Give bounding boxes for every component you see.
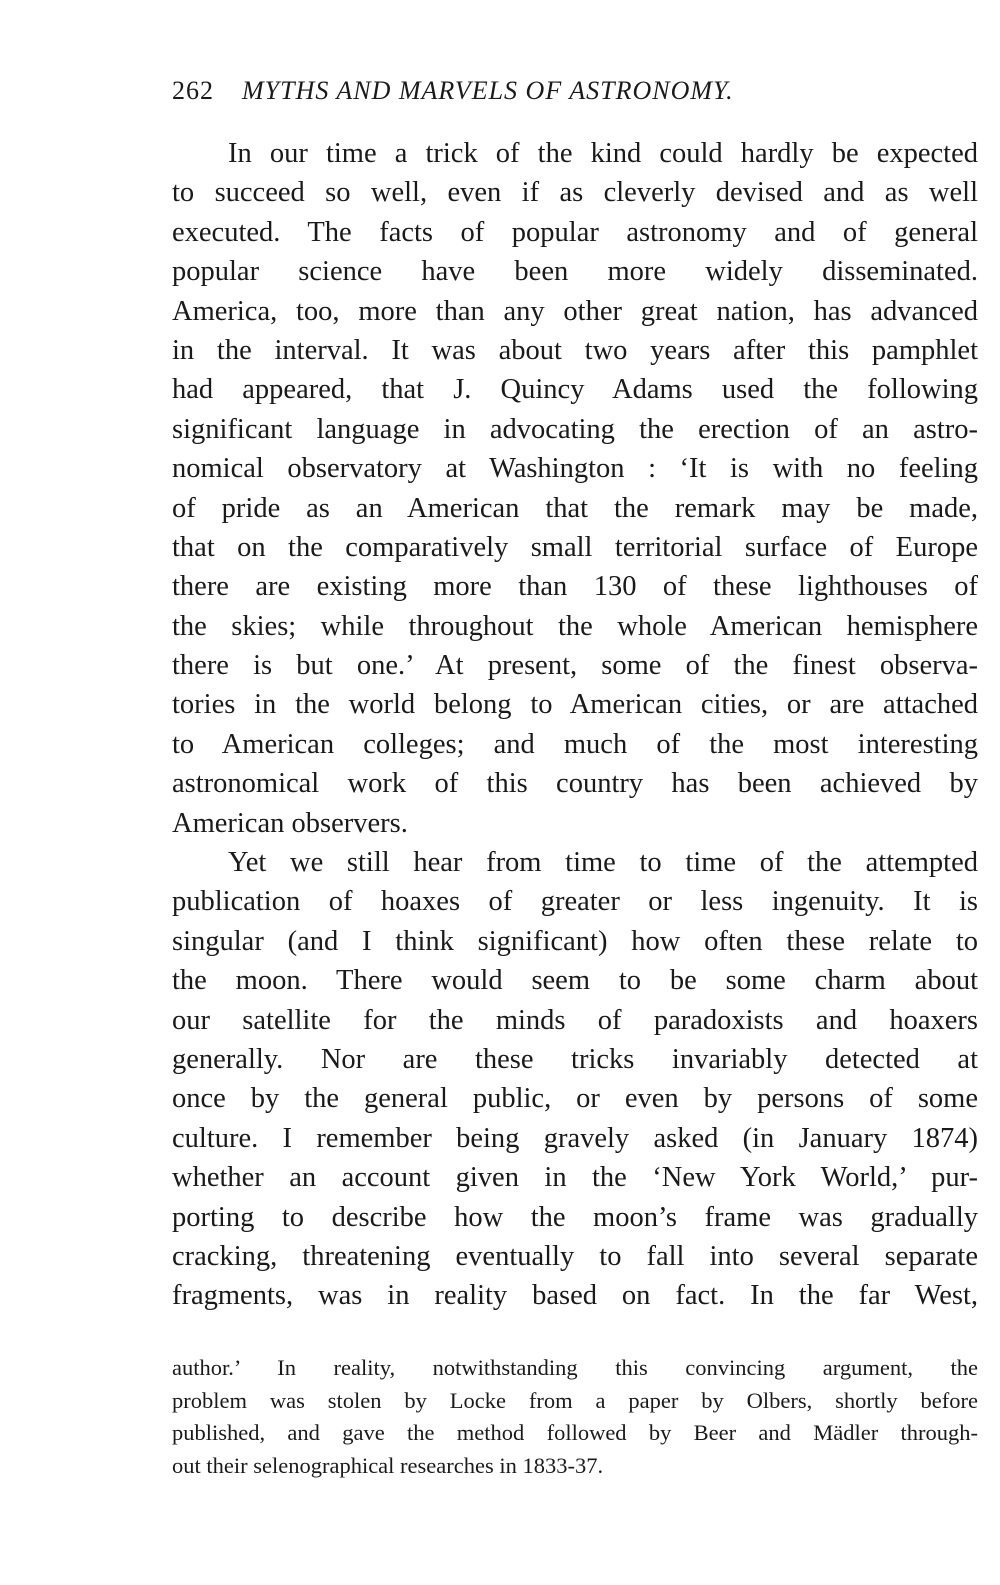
running-header: [172, 76, 982, 106]
running-title: MYTHS AND MARVELS OF ASTRONOMY.: [242, 76, 734, 105]
text-line: American observers.: [172, 807, 408, 839]
text-line: culture. I remember being gravely asked (in January 1874): [172, 1122, 978, 1154]
text-line: popular science have been more widely disseminated.: [172, 256, 978, 288]
text-line: in the interval. It was about two years after this pamphlet: [172, 334, 978, 366]
text-line: that on the comparatively small territorial surface of Europe: [172, 531, 978, 563]
footnote-line: problem was stolen by Locke from a paper by Olbers, shortly before: [172, 1387, 978, 1413]
text-line: whether an account given in the ‘New York World,’ pur-: [172, 1162, 978, 1194]
text-line: generally. Nor are these tricks invariably detected at: [172, 1043, 978, 1075]
text-line: to American colleges; and much of the most interesting: [172, 728, 978, 760]
text-line: there is but one.’ At present, some of the finest observa-: [172, 650, 978, 682]
footnote: [172, 1352, 978, 1482]
text-line: significant language in advocating the erection of an astro-: [172, 413, 978, 445]
text-line: fragments, was in reality based on fact. In the far West,: [172, 1280, 978, 1312]
text-line: there are existing more than 130 of these lighthouses of: [172, 571, 978, 603]
text-line: America, too, more than any other great nation, has advanced: [172, 295, 978, 327]
text-line: the skies; while throughout the whole American hemisphere: [172, 610, 978, 642]
text-line: astronomical work of this country has been achieved by: [172, 768, 978, 800]
text-line: to succeed so well, even if as cleverly devised and as well: [172, 177, 978, 209]
text-line: our satellite for the minds of paradoxists and hoaxers: [172, 1004, 978, 1036]
text-line: singular (and I think significant) how often these relate to: [172, 925, 978, 957]
text-line: publication of hoaxes of greater or less ingenuity. It is: [172, 886, 978, 918]
footnote-line: author.’ In reality, notwithstanding this convincing argument, the: [172, 1355, 978, 1380]
paragraph-1: [172, 134, 978, 843]
page-number: 262: [172, 76, 214, 105]
paragraph-2: [172, 843, 978, 1316]
footnote-line: published, and gave the method followed by Beer and Mädler through-: [172, 1420, 978, 1445]
text-line: executed. The facts of popular astronomy and of general: [172, 216, 978, 248]
text-line: porting to describe how the moon’s frame was gradually: [172, 1201, 978, 1233]
text-line: Yet we still hear from time to time of the attempted: [228, 847, 978, 879]
text-line: tories in the world belong to American cities, or are attached: [172, 689, 978, 721]
text-line: of pride as an American that the remark may be made,: [172, 492, 978, 524]
text-line: In our time a trick of the kind could hardly be expected: [228, 138, 978, 169]
text-line: once by the general public, or even by persons of some: [172, 1083, 978, 1115]
text-line: cracking, threatening eventually to fall into several separate: [172, 1240, 978, 1272]
text-line: had appeared, that J. Quincy Adams used the following: [172, 374, 978, 406]
body-text: [172, 134, 978, 1316]
text-line: nomical observatory at Washington : ‘It is with no feeling: [172, 453, 978, 485]
footnote-line: out their selenographical researches in 1833-37.: [172, 1452, 604, 1478]
text-line: the moon. There would seem to be some charm about: [172, 965, 978, 997]
